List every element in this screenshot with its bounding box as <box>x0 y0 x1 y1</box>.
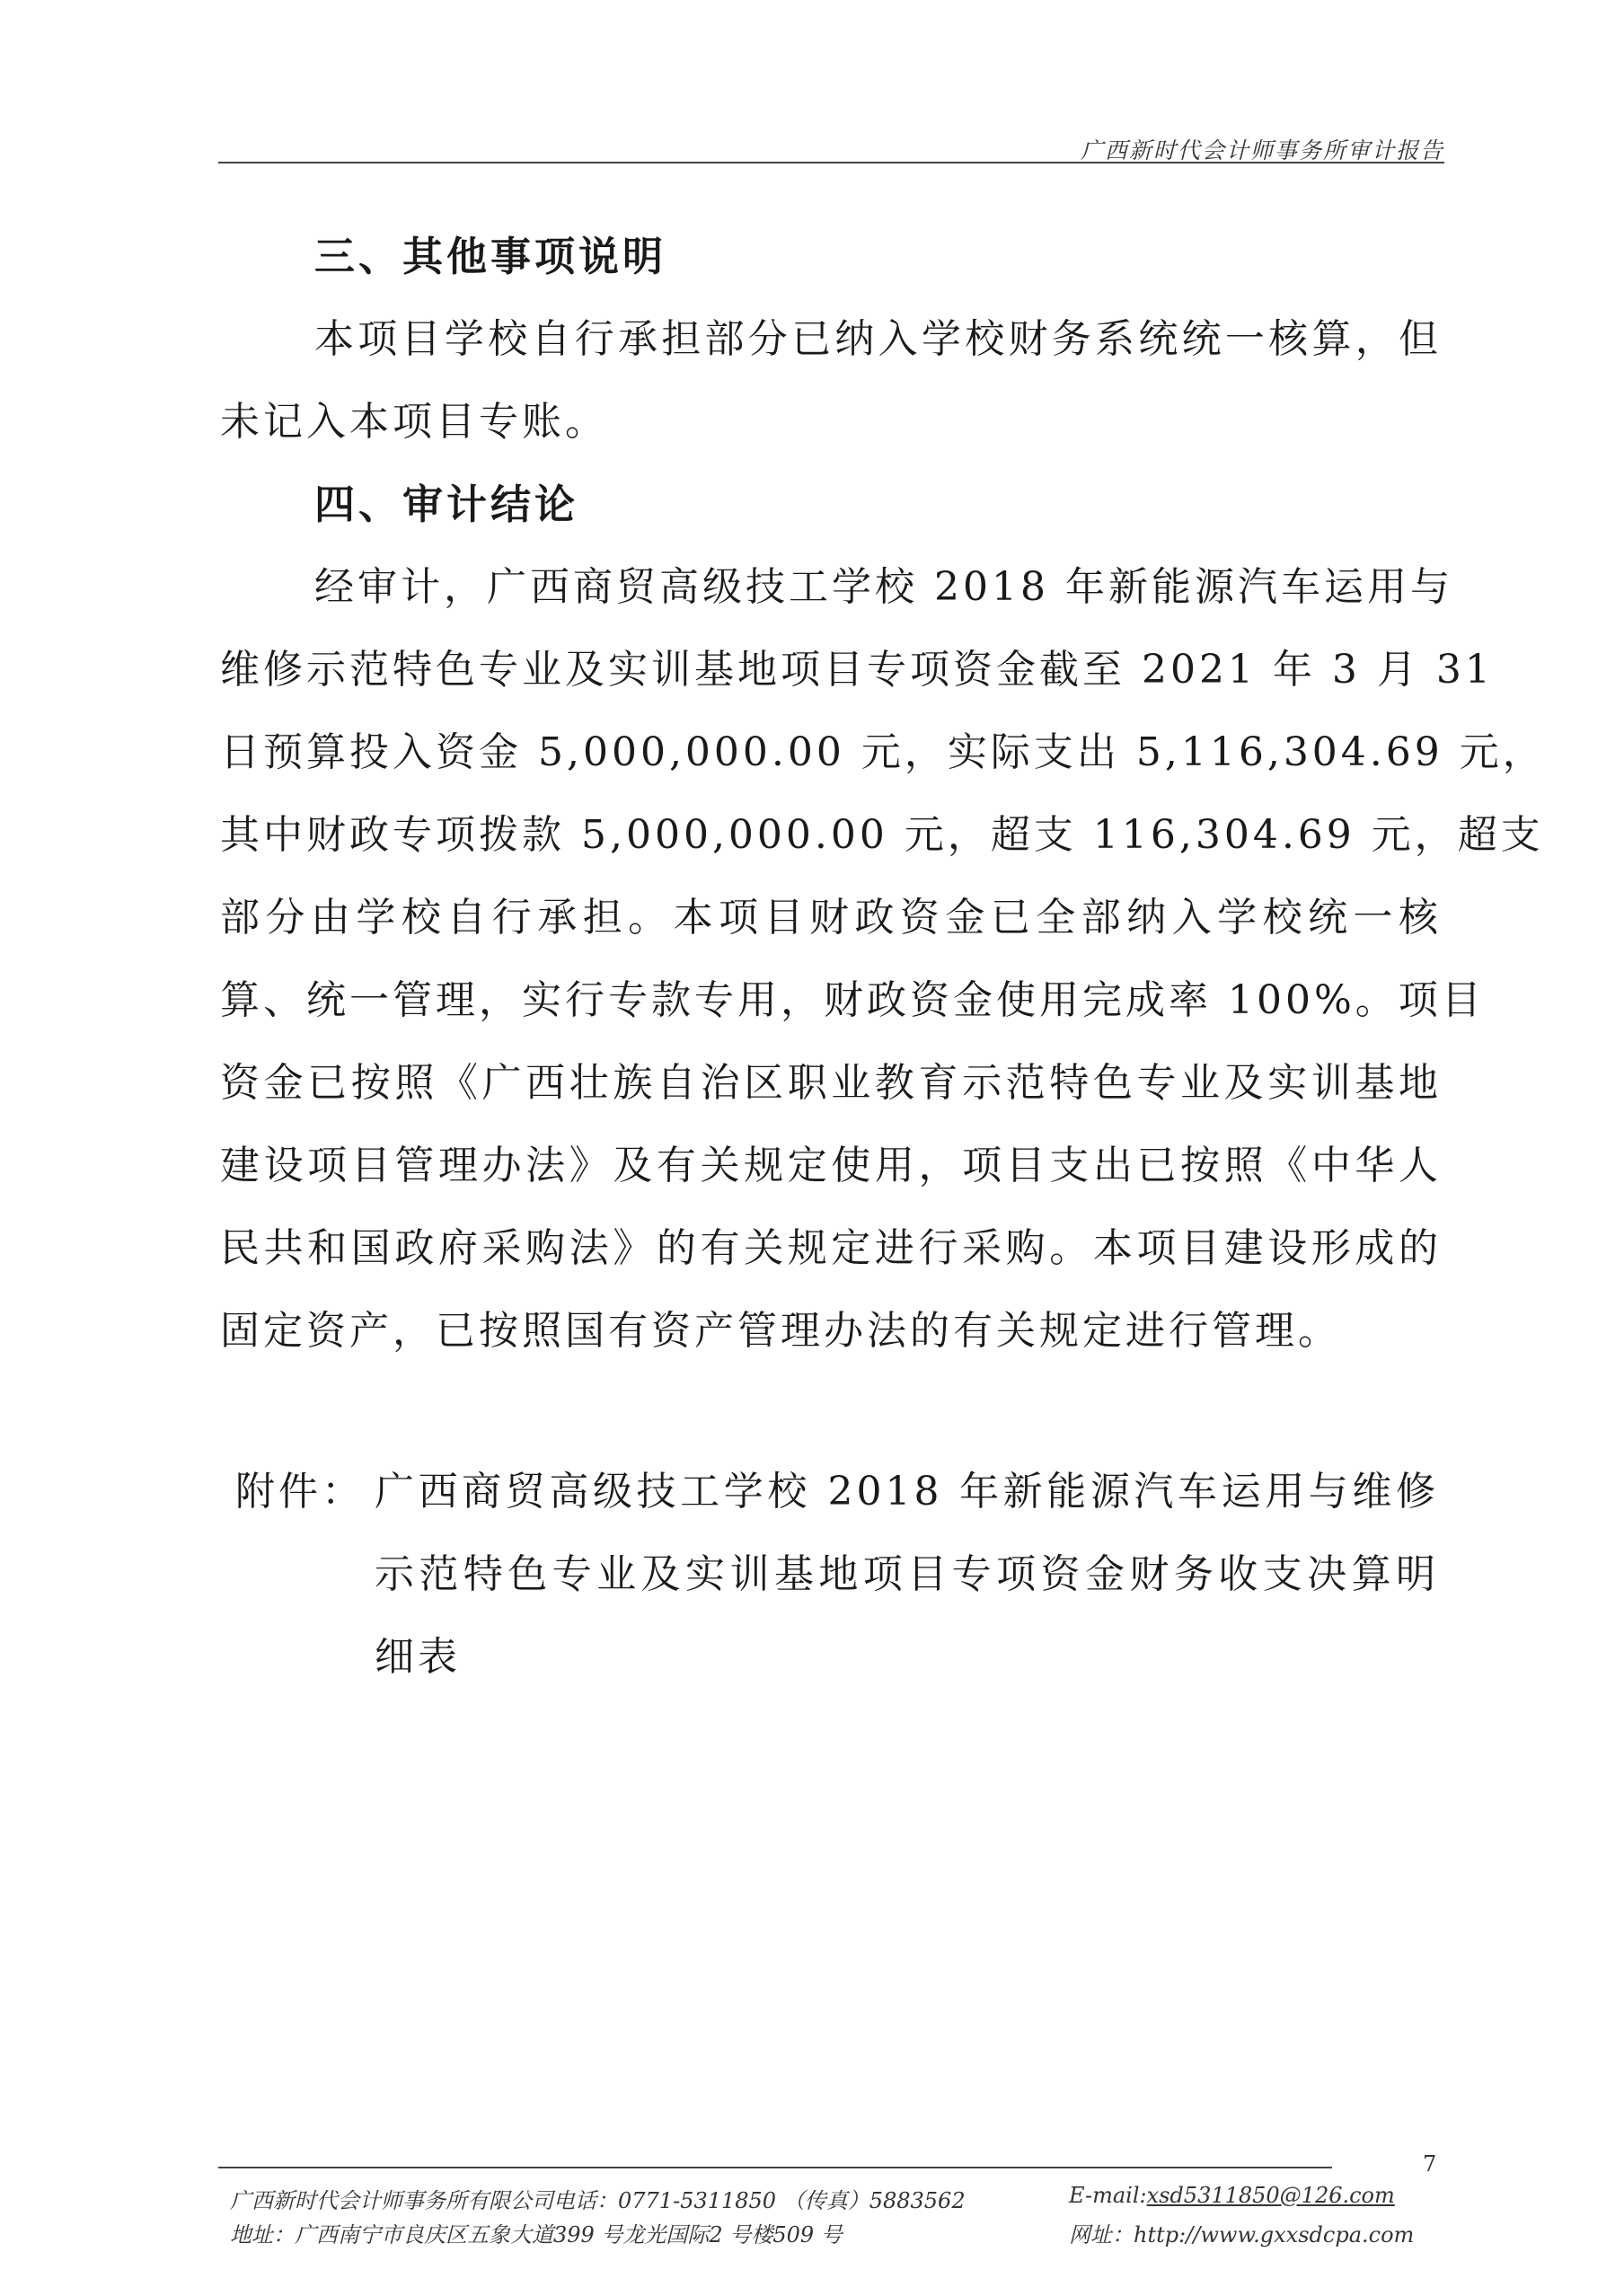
paragraph-line: 日预算投入资金 5,000,000.00 元，实际支出 5,116,304.69 元， <box>220 729 1546 775</box>
email-link[interactable]: xsd5311850@126.com <box>1146 2183 1395 2208</box>
paragraph-line: 算、统一管理，实行专款专用，财政资金使用完成率 100%。项目 <box>220 977 1485 1023</box>
paragraph-line: 经审计，广西商贸高级技工学校 2018 年新能源汽车运用与 <box>314 564 1453 610</box>
page-number: 7 <box>1423 2151 1437 2177</box>
section-3-paragraph <box>220 298 1442 464</box>
paragraph-line: 本项目学校自行承担部分已纳入学校财务系统统一核算，但 <box>314 316 1442 362</box>
paragraph-line: 资金已按照《广西壮族自治区职业教育示范特色专业及实训基地 <box>220 1060 1442 1106</box>
report-body <box>220 216 1546 1373</box>
paragraph-line: 未记入本项目专账。 <box>220 399 608 445</box>
attachment-title <box>375 1451 1439 1699</box>
attachment-line: 广西商贸高级技工学校 2018 年新能源汽车运用与维修 <box>375 1469 1439 1514</box>
attachment-label: 附件： <box>235 1469 365 1514</box>
paragraph-line: 固定资产，已按照国有资产管理办法的有关规定进行管理。 <box>220 1308 1341 1354</box>
paragraph-line: 部分由学校自行承担。本项目财政资金已全部纳入学校统一核 <box>220 895 1442 940</box>
footer-address: 地址：广西南宁市良庆区五象大道399 号龙光国际2 号楼509 号 <box>230 2222 843 2247</box>
email-label: E-mail: <box>1069 2183 1147 2208</box>
attachment-line: 示范特色专业及实训基地项目专项资金财务收支决算明 <box>375 1551 1439 1597</box>
footer-company-phone: 广西新时代会计师事务所有限公司电话：0771-5311850 （传真）5883562 <box>230 2188 966 2213</box>
paragraph-line: 其中财政专项拨款 5,000,000.00 元，超支 116,304.69 元，超支 <box>220 812 1544 858</box>
footer-email <box>1069 2183 1395 2208</box>
section-4-paragraph <box>220 546 1546 1373</box>
paragraph-line: 建设项目管理办法》及有关规定使用，项目支出已按照《中华人 <box>220 1143 1442 1188</box>
paragraph-line: 民共和国政府采购法》的有关规定进行采购。本项目建设形成的 <box>220 1225 1442 1271</box>
header-divider <box>218 162 1444 163</box>
attachment-line: 细表 <box>375 1634 461 1680</box>
footer-website[interactable]: 网址：http://www.gxxsdcpa.com <box>1069 2222 1415 2247</box>
paragraph-line: 维修示范特色专业及实训基地项目专项资金截至 2021 年 3 月 31 <box>220 647 1494 693</box>
header-title: 广西新时代会计师事务所审计报告 <box>1080 137 1444 163</box>
footer-divider <box>218 2167 1332 2168</box>
section-3-heading: 三、其他事项说明 <box>314 233 667 280</box>
section-4-heading: 四、审计结论 <box>314 481 579 528</box>
